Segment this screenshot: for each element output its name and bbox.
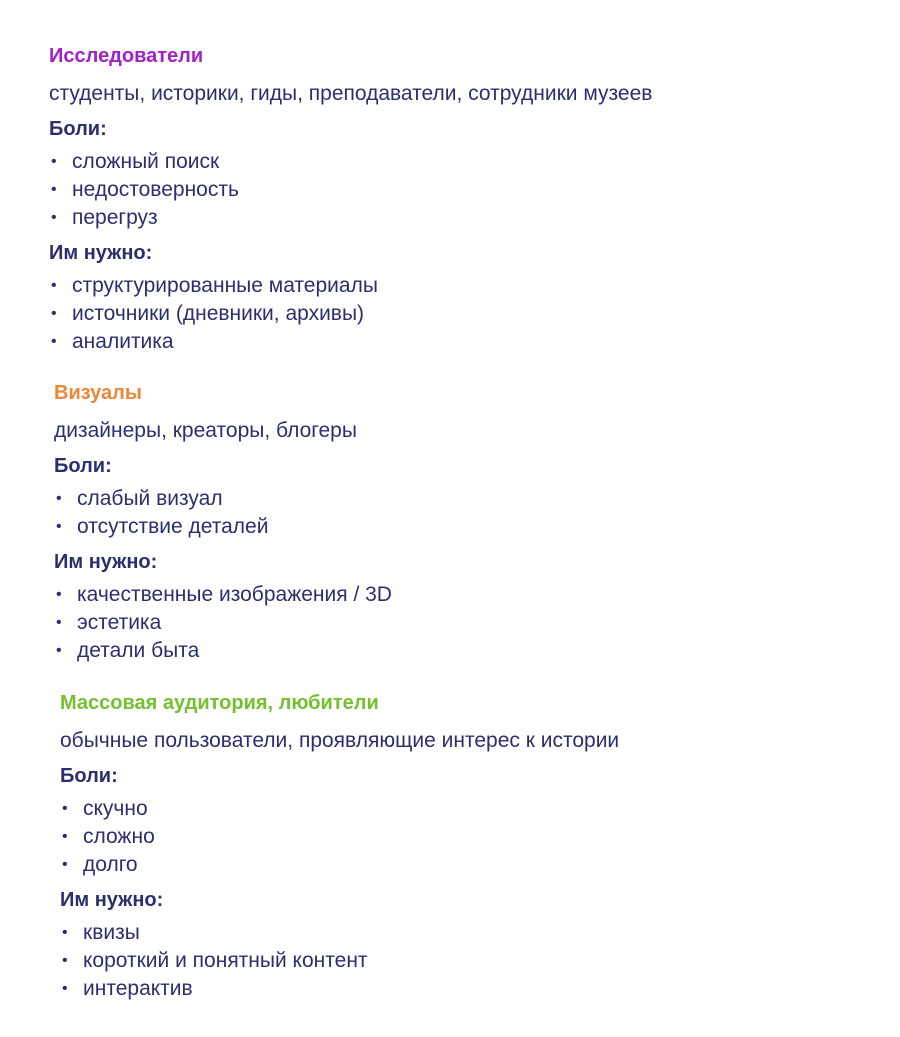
persona-title: Визуалы xyxy=(54,382,142,404)
bullet-icon: • xyxy=(56,586,62,603)
list-item xyxy=(60,919,880,947)
pains-heading: Боли: xyxy=(60,765,118,787)
bullet-icon: • xyxy=(51,333,57,350)
list-item xyxy=(54,637,874,665)
list-item xyxy=(60,851,880,879)
list-item xyxy=(60,975,880,1003)
bullet-icon: • xyxy=(62,856,68,873)
needs-heading: Им нужно: xyxy=(49,242,153,264)
pain-item: отсутствие деталей xyxy=(77,515,269,538)
bullet-icon: • xyxy=(62,924,68,941)
need-item: источники (дневники, архивы) xyxy=(72,302,365,325)
list-item xyxy=(54,485,874,513)
list-item xyxy=(60,795,880,823)
pain-item: сложный поиск xyxy=(72,150,220,173)
bullet-icon: • xyxy=(62,952,68,969)
need-item: качественные изображения / 3D xyxy=(77,583,392,606)
pain-item: недостоверность xyxy=(72,178,239,201)
pains-list xyxy=(49,148,869,232)
persona-title: Исследователи xyxy=(49,45,204,67)
needs-heading: Им нужно: xyxy=(54,551,158,573)
persona-description: обычные пользователи, проявляющие интерес к истории xyxy=(60,729,620,752)
pain-item: сложно xyxy=(83,825,155,848)
need-item: интерактив xyxy=(83,977,193,1000)
list-item xyxy=(60,823,880,851)
list-item xyxy=(49,328,869,356)
persona-description: дизайнеры, креаторы, блогеры xyxy=(54,419,357,442)
list-item xyxy=(49,300,869,328)
bullet-icon: • xyxy=(56,490,62,507)
list-item xyxy=(49,148,869,176)
pains-list xyxy=(60,795,880,879)
pain-item: слабый визуал xyxy=(77,487,223,510)
list-item xyxy=(54,609,874,637)
bullet-icon: • xyxy=(51,153,57,170)
need-item: квизы xyxy=(83,921,140,944)
need-item: детали быта xyxy=(77,639,200,662)
persona-title: Массовая аудитория, любители xyxy=(60,692,379,714)
need-item: короткий и понятный контент xyxy=(83,949,368,972)
pains-heading: Боли: xyxy=(54,455,112,477)
persona-mass-audience xyxy=(60,691,880,1011)
list-item xyxy=(60,947,880,975)
needs-list xyxy=(60,919,880,1003)
list-item xyxy=(54,581,874,609)
bullet-icon: • xyxy=(51,209,57,226)
list-item xyxy=(49,272,869,300)
needs-list xyxy=(49,272,869,356)
bullet-icon: • xyxy=(62,800,68,817)
bullet-icon: • xyxy=(56,642,62,659)
persona-researchers xyxy=(49,44,869,364)
bullet-icon: • xyxy=(62,980,68,997)
bullet-icon: • xyxy=(51,305,57,322)
persona-description: студенты, историки, гиды, преподаватели, сотрудники музеев xyxy=(49,82,653,105)
needs-list xyxy=(54,581,874,665)
bullet-icon: • xyxy=(56,614,62,631)
need-item: эстетика xyxy=(77,611,162,634)
bullet-icon: • xyxy=(62,828,68,845)
need-item: аналитика xyxy=(72,330,174,353)
list-item xyxy=(49,204,869,232)
bullet-icon: • xyxy=(51,181,57,198)
need-item: структурированные материалы xyxy=(72,274,378,297)
pain-item: перегруз xyxy=(72,206,158,229)
list-item xyxy=(49,176,869,204)
needs-heading: Им нужно: xyxy=(60,889,164,911)
pain-item: скучно xyxy=(83,797,148,820)
pains-heading: Боли: xyxy=(49,118,107,140)
list-item xyxy=(54,513,874,541)
bullet-icon: • xyxy=(51,277,57,294)
pains-list xyxy=(54,485,874,541)
bullet-icon: • xyxy=(56,518,62,535)
pain-item: долго xyxy=(83,853,138,876)
persona-visuals xyxy=(54,381,874,673)
